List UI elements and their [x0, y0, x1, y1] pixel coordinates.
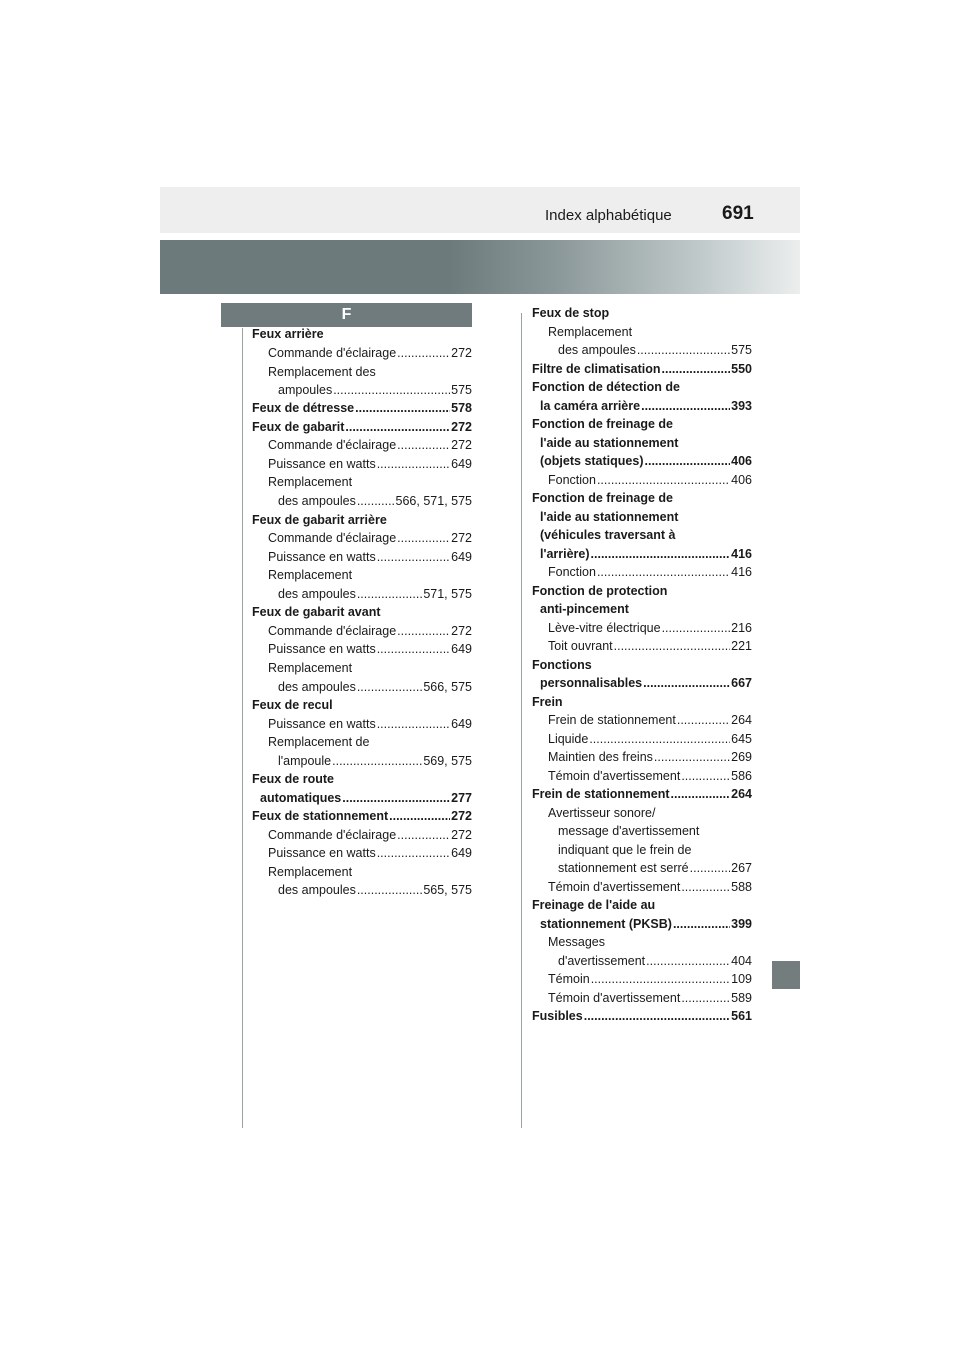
index-entry-label: d'avertissement [558, 954, 646, 968]
leader-dots [645, 454, 731, 469]
index-entry [558, 824, 752, 839]
index-entry [548, 732, 752, 747]
leader-dots [671, 787, 731, 802]
index-entry-label: des ampoules [558, 343, 636, 357]
index-entry-label: Frein de stationnement [532, 787, 670, 801]
index-entry [532, 658, 752, 673]
leader-dots [641, 399, 730, 414]
index-entry [548, 565, 752, 580]
index-entry [548, 769, 752, 784]
index-entry [268, 531, 472, 546]
index-entry-label: Fonction de protection [532, 584, 668, 598]
index-entry-page: 649 [451, 457, 472, 471]
leader-dots [377, 550, 450, 565]
index-entry-label: Feux de recul [252, 698, 333, 712]
index-entry-page: 109 [731, 972, 752, 986]
index-entry-label: Fonction [548, 565, 596, 579]
index-entry-label: Maintien des freins [548, 750, 653, 764]
index-entry-page: 272 [451, 809, 472, 823]
index-entry-label: (véhicules traversant à [540, 528, 676, 542]
index-entry [540, 436, 752, 451]
index-entry [268, 661, 472, 676]
index-entry-page: 578 [451, 401, 472, 415]
index-entry-page: 272 [451, 346, 472, 360]
index-entry [548, 806, 752, 821]
index-entry [540, 528, 752, 543]
index-entry-label: la caméra arrière [540, 399, 641, 413]
index-entry-label: Témoin [548, 972, 590, 986]
index-entry-label: Commande d'éclairage [268, 828, 397, 842]
index-entry [540, 454, 752, 469]
index-entry-page: 649 [451, 550, 472, 564]
index-entry-page: 272 [451, 531, 472, 545]
index-entry-label: l'arrière) [540, 547, 590, 561]
leader-dots [584, 1009, 730, 1024]
index-entry-page: 550 [731, 362, 752, 376]
index-entry-page: 569, 575 [423, 754, 472, 768]
index-entry-label: Puissance en watts [268, 642, 376, 656]
index-entry [532, 695, 752, 710]
leader-dots [397, 531, 450, 546]
index-entry-label: Filtre de climatisation [532, 362, 661, 376]
index-entry-label: Témoin d'avertissement [548, 769, 681, 783]
index-entry-label: Fonction [548, 473, 596, 487]
index-entry-label: Avertisseur sonore/ [548, 806, 656, 820]
center-column-divider [521, 313, 522, 1128]
index-entry-page: 267 [731, 861, 752, 875]
index-entry [268, 438, 472, 453]
index-entry-label: Lève-vitre électrique [548, 621, 661, 635]
index-entry [252, 513, 472, 528]
index-entry-label: Feux de stop [532, 306, 610, 320]
index-entry-page: 272 [451, 624, 472, 638]
leader-dots [646, 954, 730, 969]
index-entry [558, 343, 752, 358]
index-entry-label: Remplacement de [268, 735, 370, 749]
index-entry-label: Messages [548, 935, 605, 949]
index-entry [532, 362, 752, 377]
index-entry-page: 406 [731, 454, 752, 468]
index-entry-page: 566, 571, 575 [395, 494, 472, 508]
leader-dots [637, 343, 730, 358]
index-entry-label: Fonction de détection de [532, 380, 680, 394]
index-entry [558, 954, 752, 969]
index-entry [252, 327, 472, 342]
leader-dots [377, 642, 450, 657]
index-entry-label: Feux de stationnement [252, 809, 389, 823]
index-entry-page: 393 [731, 399, 752, 413]
index-entry-page: 575 [451, 383, 472, 397]
index-entry-page: 264 [731, 713, 752, 727]
leader-dots [597, 565, 730, 580]
index-entry-page: 216 [731, 621, 752, 635]
leader-dots [654, 750, 730, 765]
index-entry [540, 676, 752, 691]
index-entry [540, 547, 752, 562]
index-entry-label: Fusibles [532, 1009, 583, 1023]
index-entry-label: Fonction de freinage de [532, 491, 673, 505]
index-entry-page: 586 [731, 769, 752, 783]
leader-dots [355, 401, 450, 416]
leader-dots [377, 846, 450, 861]
index-entry-page: 575 [731, 343, 752, 357]
index-entry [252, 698, 472, 713]
index-entry [548, 991, 752, 1006]
index-entry-label: Témoin d'avertissement [548, 880, 681, 894]
index-entry-label: Remplacement des [268, 365, 376, 379]
index-entry-page: 416 [731, 565, 752, 579]
index-entry [278, 680, 472, 695]
leader-dots [397, 828, 450, 843]
index-entry [278, 383, 472, 398]
index-entry-page: 566, 575 [423, 680, 472, 694]
leader-dots [662, 621, 731, 636]
index-entry-label: Frein de stationnement [548, 713, 676, 727]
index-entry-label: Liquide [548, 732, 589, 746]
index-entry-label: Feux de gabarit avant [252, 605, 381, 619]
leader-dots [377, 457, 450, 472]
index-entry [278, 754, 472, 769]
index-entry-label: Fonction de freinage de [532, 417, 673, 431]
index-entry-label: Remplacement [268, 475, 353, 489]
index-entry [532, 584, 752, 599]
index-entry-label: l'aide au stationnement [540, 510, 679, 524]
leader-dots [342, 791, 450, 806]
section-banner [160, 240, 800, 294]
index-entry [532, 380, 752, 395]
left-column-divider [242, 328, 243, 1128]
index-entry [268, 642, 472, 657]
index-entry-label: Fonctions [532, 658, 592, 672]
leader-dots [333, 383, 450, 398]
index-entry [532, 898, 752, 913]
index-entry-label: Remplacement [268, 865, 353, 879]
index-entry [278, 494, 472, 509]
index-entry-label: Freinage de l'aide au [532, 898, 656, 912]
index-entry [268, 735, 472, 750]
index-entry-label: personnalisables [540, 676, 643, 690]
index-entry-label: Puissance en watts [268, 457, 376, 471]
leader-dots [677, 713, 730, 728]
index-entry-label: Feux de gabarit [252, 420, 345, 434]
leader-dots [690, 861, 731, 876]
header-title: Index alphabétique [545, 207, 672, 224]
index-entry-label: anti-pincement [540, 602, 629, 616]
index-entry [532, 1009, 752, 1024]
index-entry [558, 843, 752, 858]
index-entry-label: stationnement (PKSB) [540, 917, 672, 931]
index-entry [268, 365, 472, 380]
index-entry-label: l'aide au stationnement [540, 436, 679, 450]
leader-dots [673, 917, 730, 932]
index-entry [252, 809, 472, 824]
index-entry-label: Témoin d'avertissement [548, 991, 681, 1005]
index-entry-page: 272 [451, 828, 472, 842]
leader-dots [332, 754, 422, 769]
index-entry-page: 565, 575 [423, 883, 472, 897]
index-entry-page: 416 [731, 547, 752, 561]
index-entry-page: 277 [451, 791, 472, 805]
index-entry-label: des ampoules [278, 587, 356, 601]
index-entry-page: 221 [731, 639, 752, 653]
header-band [160, 187, 800, 233]
index-entry [268, 717, 472, 732]
index-entry-label: Toit ouvrant [548, 639, 613, 653]
index-entry-label: Feux arrière [252, 327, 324, 341]
index-entry-label: Feux de gabarit arrière [252, 513, 387, 527]
index-entry-page: 589 [731, 991, 752, 1005]
leader-dots [681, 880, 730, 895]
index-entry [532, 417, 752, 432]
index-entry-label: Commande d'éclairage [268, 438, 397, 452]
index-entry [532, 787, 752, 802]
index-entry [532, 491, 752, 506]
index-entry-label: ampoules [278, 383, 333, 397]
index-entry [558, 861, 752, 876]
index-entry-label: Feux de route [252, 772, 334, 786]
index-entry [252, 605, 472, 620]
index-entry-label: Puissance en watts [268, 717, 376, 731]
leader-dots [345, 420, 450, 435]
leader-dots [357, 680, 423, 695]
leader-dots [397, 438, 450, 453]
index-entry [548, 935, 752, 950]
index-entry [268, 346, 472, 361]
index-entry-page: 649 [451, 846, 472, 860]
leader-dots [377, 717, 450, 732]
index-entry [278, 587, 472, 602]
section-letter-header: F [221, 303, 472, 327]
index-entry [540, 510, 752, 525]
leader-dots [681, 991, 730, 1006]
index-entry [548, 473, 752, 488]
index-entry-label: des ampoules [278, 680, 356, 694]
index-entry [260, 791, 472, 806]
index-entry-page: 571, 575 [423, 587, 472, 601]
index-entry-label: Commande d'éclairage [268, 346, 397, 360]
index-entry [252, 401, 472, 416]
index-entry-page: 649 [451, 642, 472, 656]
index-entry [268, 828, 472, 843]
index-entry-label: Frein [532, 695, 563, 709]
index-entry [548, 325, 752, 340]
leader-dots [591, 547, 731, 562]
index-entry-label: (objets statiques) [540, 454, 644, 468]
index-entry [548, 750, 752, 765]
index-entry-page: 272 [451, 420, 472, 434]
index-entry-page: 561 [731, 1009, 752, 1023]
page-number: 691 [722, 203, 754, 224]
index-entry-label: des ampoules [278, 494, 356, 508]
index-entry [268, 568, 472, 583]
chapter-tab-marker [772, 961, 800, 989]
index-entry-label: Remplacement [268, 568, 353, 582]
index-entry-label: Puissance en watts [268, 846, 376, 860]
index-entry [548, 713, 752, 728]
index-entry [540, 917, 752, 932]
index-entry [548, 880, 752, 895]
index-entry-label: l'ampoule [278, 754, 332, 768]
index-entry-page: 399 [731, 917, 752, 931]
leader-dots [597, 473, 730, 488]
index-entry [548, 972, 752, 987]
leader-dots [357, 494, 395, 509]
leader-dots [389, 809, 450, 824]
index-entry-page: 404 [731, 954, 752, 968]
leader-dots [357, 883, 423, 898]
index-entry-label: automatiques [260, 791, 342, 805]
index-entry-label: Feux de détresse [252, 401, 355, 415]
leader-dots [614, 639, 731, 654]
index-entry-label: Commande d'éclairage [268, 624, 397, 638]
index-entry-label: Remplacement [548, 325, 633, 339]
leader-dots [357, 587, 423, 602]
index-entry-page: 406 [731, 473, 752, 487]
index-entry-page: 588 [731, 880, 752, 894]
index-entry-label: indiquant que le frein de [558, 843, 692, 857]
index-entry [548, 639, 752, 654]
index-entry-label: message d'avertissement [558, 824, 700, 838]
index-entry-page: 667 [731, 676, 752, 690]
index-entry-label: Remplacement [268, 661, 353, 675]
leader-dots [643, 676, 730, 691]
index-entry [548, 621, 752, 636]
index-entry [540, 602, 752, 617]
index-entry-label: Puissance en watts [268, 550, 376, 564]
index-entry-page: 272 [451, 438, 472, 452]
index-entry [252, 772, 472, 787]
index-entry [252, 420, 472, 435]
leader-dots [397, 346, 450, 361]
leader-dots [397, 624, 450, 639]
index-entry-label: des ampoules [278, 883, 356, 897]
leader-dots [591, 972, 730, 987]
leader-dots [589, 732, 730, 747]
index-entry [268, 846, 472, 861]
index-entry [268, 475, 472, 490]
index-entry [532, 306, 752, 321]
index-entry [268, 865, 472, 880]
leader-dots [662, 362, 731, 377]
index-entry [540, 399, 752, 414]
leader-dots [681, 769, 730, 784]
index-entry-label: stationnement est serré [558, 861, 689, 875]
index-entry [278, 883, 472, 898]
index-entry-page: 645 [731, 732, 752, 746]
index-entry [268, 624, 472, 639]
index-entry-page: 269 [731, 750, 752, 764]
index-entry-label: Commande d'éclairage [268, 531, 397, 545]
index-entry [268, 550, 472, 565]
index-entry-page: 649 [451, 717, 472, 731]
index-entry [268, 457, 472, 472]
index-entry-page: 264 [731, 787, 752, 801]
